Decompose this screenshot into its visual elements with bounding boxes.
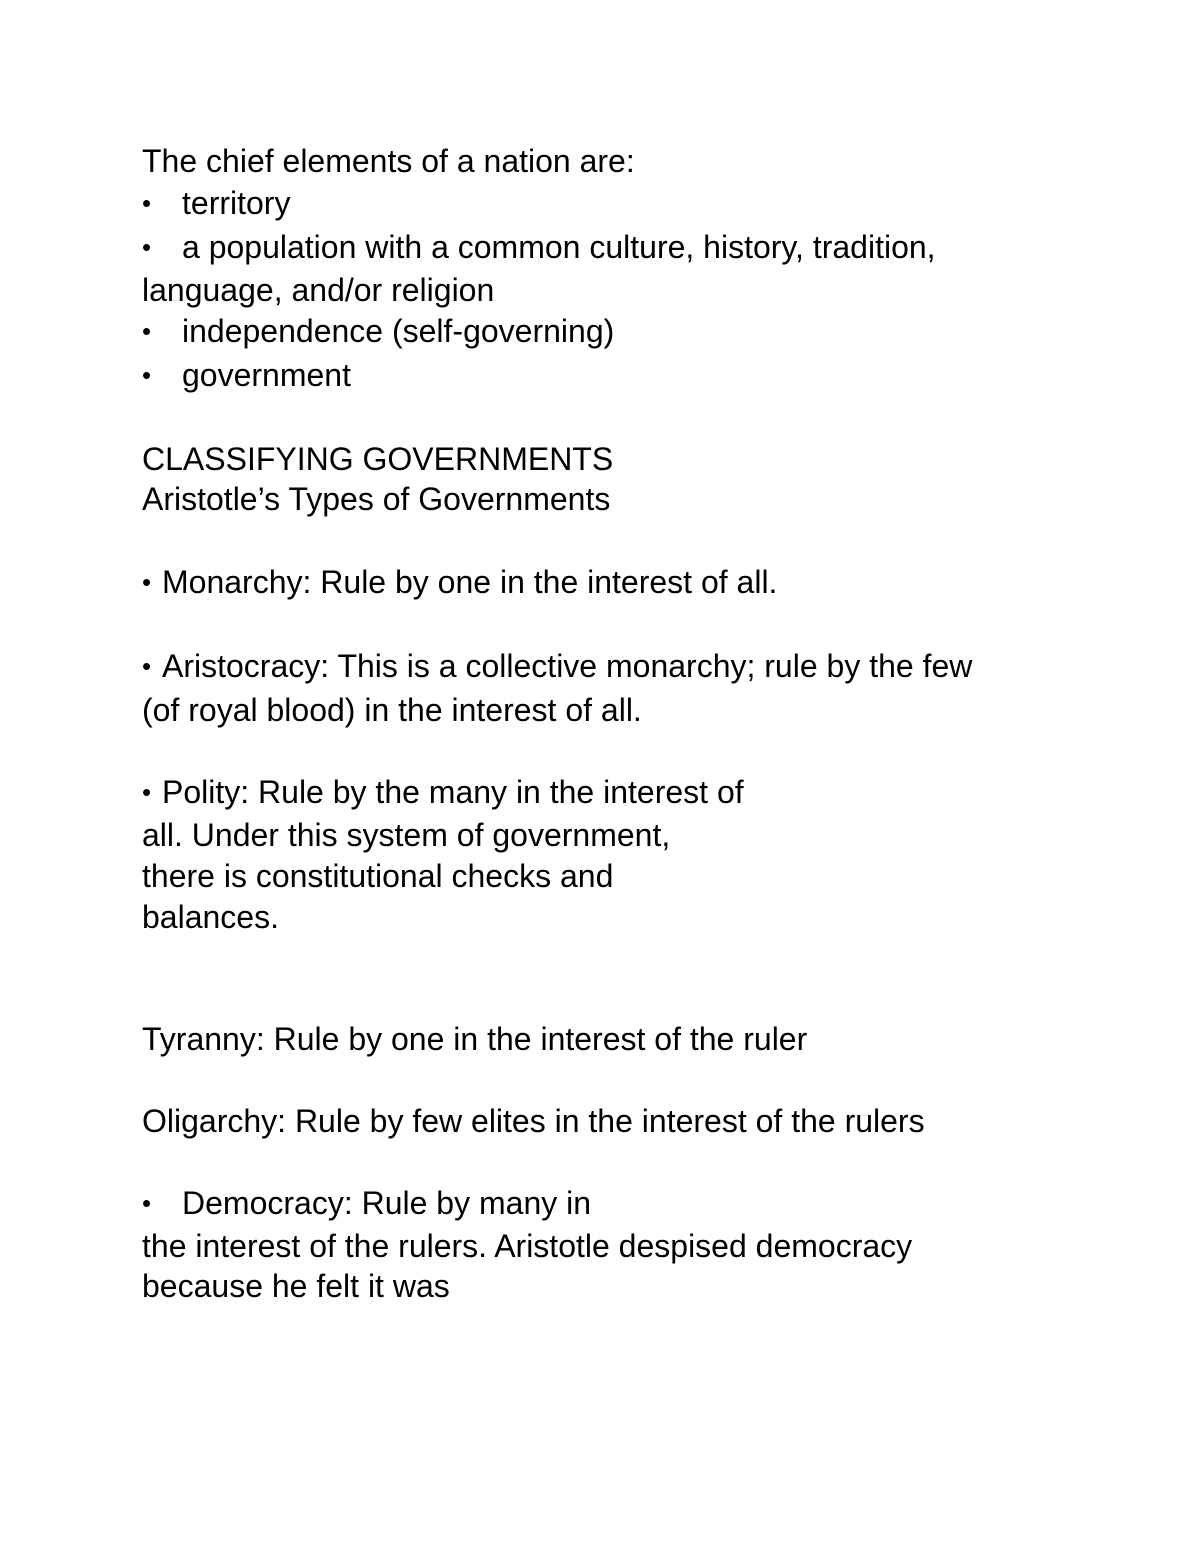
- polity-line-3: there is constitutional checks and: [142, 858, 614, 894]
- bullet-icon: •: [142, 567, 152, 597]
- bullet-icon: •: [142, 777, 152, 807]
- intro-heading: The chief elements of a nation are:: [142, 143, 635, 179]
- democracy-text: Democracy: Rule by many in: [182, 1185, 592, 1221]
- democracy-line-3: because he felt it was: [142, 1268, 450, 1304]
- monarchy-line: [142, 562, 777, 602]
- bullet-icon: •: [142, 316, 152, 346]
- list-item-text: government: [182, 357, 351, 393]
- list-item-population-continuation: language, and/or religion: [142, 272, 495, 308]
- tyranny-line: Tyranny: Rule by one in the interest of the ruler: [142, 1021, 808, 1057]
- monarchy-text: Monarchy: Rule by one in the interest of all.: [162, 564, 778, 600]
- bullet-icon: •: [142, 232, 152, 262]
- bullet-icon: •: [142, 651, 152, 681]
- list-item-population: [142, 227, 936, 267]
- list-item-text: territory: [182, 185, 291, 221]
- polity-line-4: balances.: [142, 899, 279, 935]
- list-item-text: independence (self-governing): [182, 313, 615, 349]
- aristocracy-text: Aristocracy: This is a collective monarchy; rule by the few: [162, 648, 973, 684]
- oligarchy-line: Oligarchy: Rule by few elites in the interest of the rulers: [142, 1103, 925, 1139]
- section-subtitle: Aristotle’s Types of Governments: [142, 481, 611, 517]
- aristocracy-line-1: [142, 646, 972, 686]
- bullet-icon: •: [142, 188, 152, 218]
- aristocracy-line-2: (of royal blood) in the interest of all.: [142, 692, 642, 728]
- bullet-icon: •: [142, 360, 152, 390]
- list-item-government: [142, 355, 351, 395]
- polity-text: Polity: Rule by the many in the interest of: [162, 774, 744, 810]
- polity-line-1: [142, 772, 744, 812]
- section-title: CLASSIFYING GOVERNMENTS: [142, 441, 614, 477]
- list-item-independence: [142, 311, 614, 351]
- bullet-icon: •: [142, 1188, 152, 1218]
- democracy-line-1: [142, 1183, 591, 1223]
- democracy-line-2: the interest of the rulers. Aristotle despised democracy: [142, 1228, 913, 1264]
- list-item-territory: [142, 183, 290, 223]
- polity-line-2: all. Under this system of government,: [142, 817, 671, 853]
- list-item-text: a population with a common culture, history, tradition,: [182, 229, 936, 265]
